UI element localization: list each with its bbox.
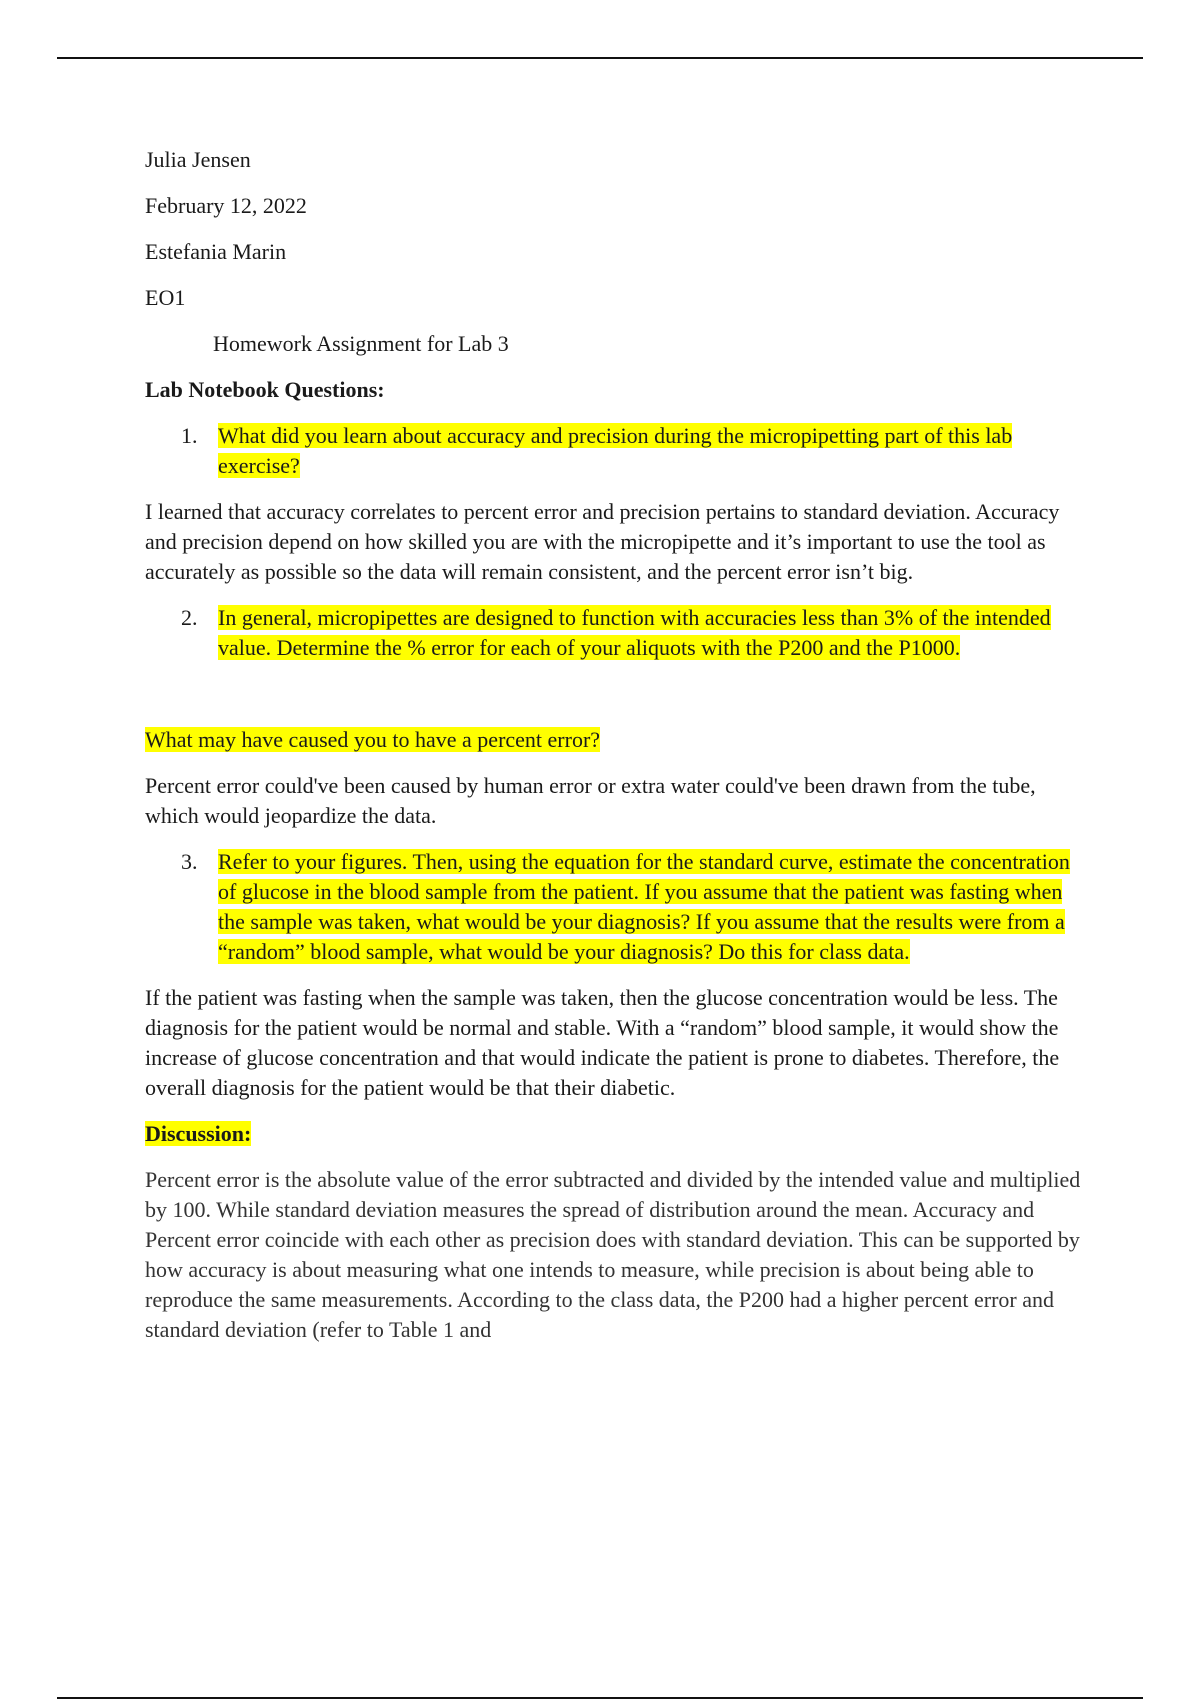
answer-2: Percent error could've been caused by human error or extra water could've been drawn from the tube, which would jeopardize the data. bbox=[145, 773, 1036, 828]
question-1-text: What did you learn about accuracy and precision during the micropipetting part of this lab exercise? bbox=[218, 423, 1013, 478]
question-2-number: 2. bbox=[181, 605, 198, 630]
student-name: Julia Jensen bbox=[145, 147, 251, 172]
document-body bbox=[145, 145, 1085, 1361]
question-list-2 bbox=[145, 603, 1085, 663]
lab-notebook-heading: Lab Notebook Questions: bbox=[145, 377, 385, 402]
question-2 bbox=[145, 603, 1085, 663]
top-rule bbox=[57, 57, 1143, 59]
question-2b-text: What may have caused you to have a percent error? bbox=[145, 727, 601, 752]
answer-3: If the patient was fasting when the sample was taken, then the glucose concentration would be less. The diagnosis for the patient would be normal and stable. With a “random” blood sample, it would show the increase of glucose concentration and that would indicate the patient is prone to diabetes. Therefore, the overall diagnosis for the patient would be that their diabetic. bbox=[145, 985, 1060, 1100]
discussion-heading: Discussion: bbox=[145, 1121, 252, 1146]
discussion-heading-line bbox=[145, 1119, 1085, 1149]
question-3-number: 3. bbox=[181, 849, 198, 874]
instructor-name: Estefania Marin bbox=[145, 239, 287, 264]
document-title: Homework Assignment for Lab 3 bbox=[213, 331, 509, 356]
discussion-text: Percent error is the absolute value of the error subtracted and divided by the intended value and multiplied by 100. While standard deviation measures the spread of distribution around the mean. Accuracy and Percent error coincide with each other as precision does with standard deviation. This can be supported by how accuracy is about measuring what one intends to measure, while precision is about being able to reproduce the same measurements. According to the class data, the P200 had a higher percent error and standard deviation (refer to Table 1 and bbox=[145, 1167, 1081, 1342]
section-code: EO1 bbox=[145, 285, 186, 310]
bottom-rule bbox=[57, 1697, 1143, 1699]
blank-space bbox=[145, 679, 1085, 725]
answer-1: I learned that accuracy correlates to percent error and precision pertains to standard deviation. Accuracy and precision depend on how skilled you are with the micropipette and it’s important to use the tool as accurately as possible so the data will remain consistent, and the percent error isn’t big. bbox=[145, 499, 1060, 584]
question-list-3 bbox=[145, 847, 1085, 967]
question-1 bbox=[145, 421, 1085, 481]
question-2b bbox=[145, 725, 1085, 755]
question-2-text: In general, micropipettes are designed to function with accuracies less than 3% of the intended value. Determine the % error for each of your aliquots with the P200 and the P1000. bbox=[218, 605, 1051, 660]
submission-date: February 12, 2022 bbox=[145, 193, 307, 218]
question-3-text: Refer to your figures. Then, using the equation for the standard curve, estimate the concentration of glucose in the blood sample from the patient. If you assume that the patient was fasting when the sample was taken, what would be your diagnosis? If you assume that the results were from a “random” blood sample, what would be your diagnosis? Do this for class data. bbox=[218, 849, 1070, 964]
question-list-1 bbox=[145, 421, 1085, 481]
question-1-number: 1. bbox=[181, 423, 198, 448]
question-3 bbox=[145, 847, 1085, 967]
